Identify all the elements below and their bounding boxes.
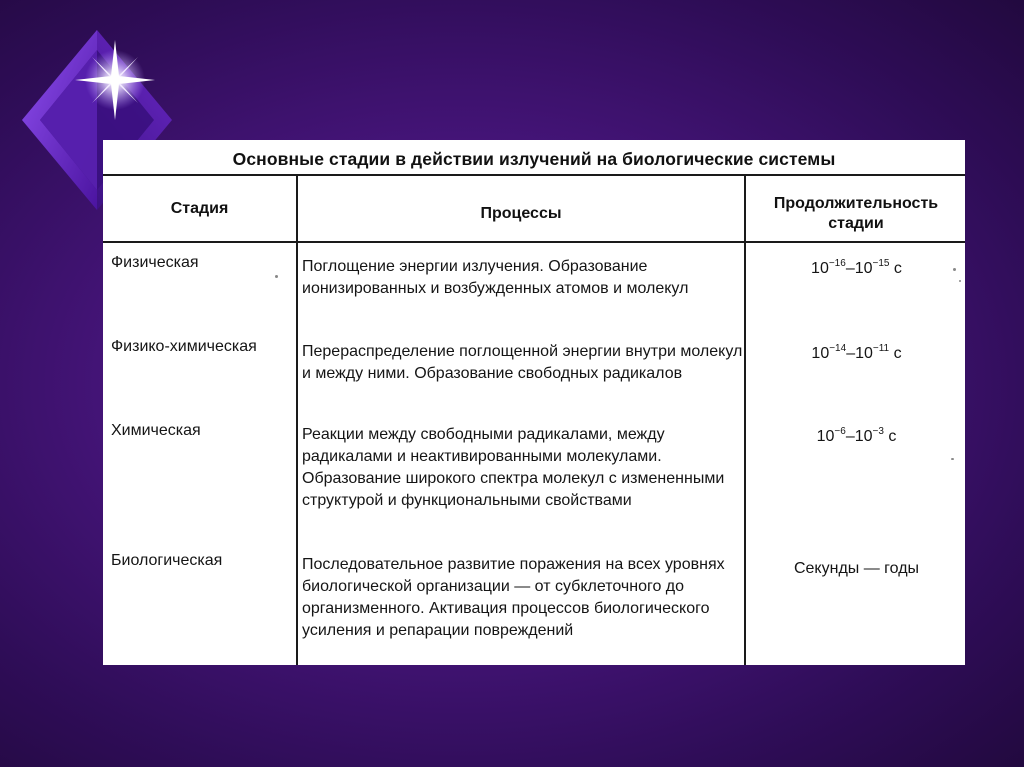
row-processes: Перераспределение поглощенной энергии внутри молекул и между ними. Образование свободных радикалов <box>302 343 743 382</box>
scan-speck <box>275 275 278 278</box>
row-duration: $10^{-14}-10^{-11}$ с <box>811 342 902 362</box>
scan-speck <box>959 280 961 282</box>
row-processes: Последовательное развитие поражения на всех уровнях биологической организации — от субклеточного до организменного. Активация процессов биологического усиления и репарации повреждений <box>302 556 725 639</box>
scan-speck <box>953 268 956 271</box>
header-stage: Стадия <box>170 200 229 217</box>
header-rule <box>103 241 965 243</box>
title-rule <box>103 174 965 176</box>
header-processes: Процессы <box>480 205 562 222</box>
scan-speck <box>951 458 954 460</box>
row-duration: Секунды — годы <box>793 560 920 577</box>
row-stage: Физическая <box>111 254 199 271</box>
row-processes: Реакции между свободными радикалами, между радикалами и неактивированными молекулами. Образование широкого спектра молекул с измененными структурой и функциональными свойствами <box>302 426 725 509</box>
header-duration: Продолжительность стадии <box>773 195 939 232</box>
row-duration: $10^{-6}-10^{-3}$ с <box>816 425 897 445</box>
row-stage: Биологическая <box>111 552 223 569</box>
row-stage: Химическая <box>111 422 201 439</box>
table-title: Основные стадии в действии излучений на биологические системы <box>232 149 836 169</box>
row-duration: $10^{-16}-10^{-15}$ с <box>811 257 902 277</box>
stages-table <box>103 140 965 665</box>
row-stage: Физико-химическая <box>111 338 257 355</box>
row-processes: Поглощение энергии излучения. Образование ионизированных и возбужденных атомов и молекул <box>302 258 689 297</box>
